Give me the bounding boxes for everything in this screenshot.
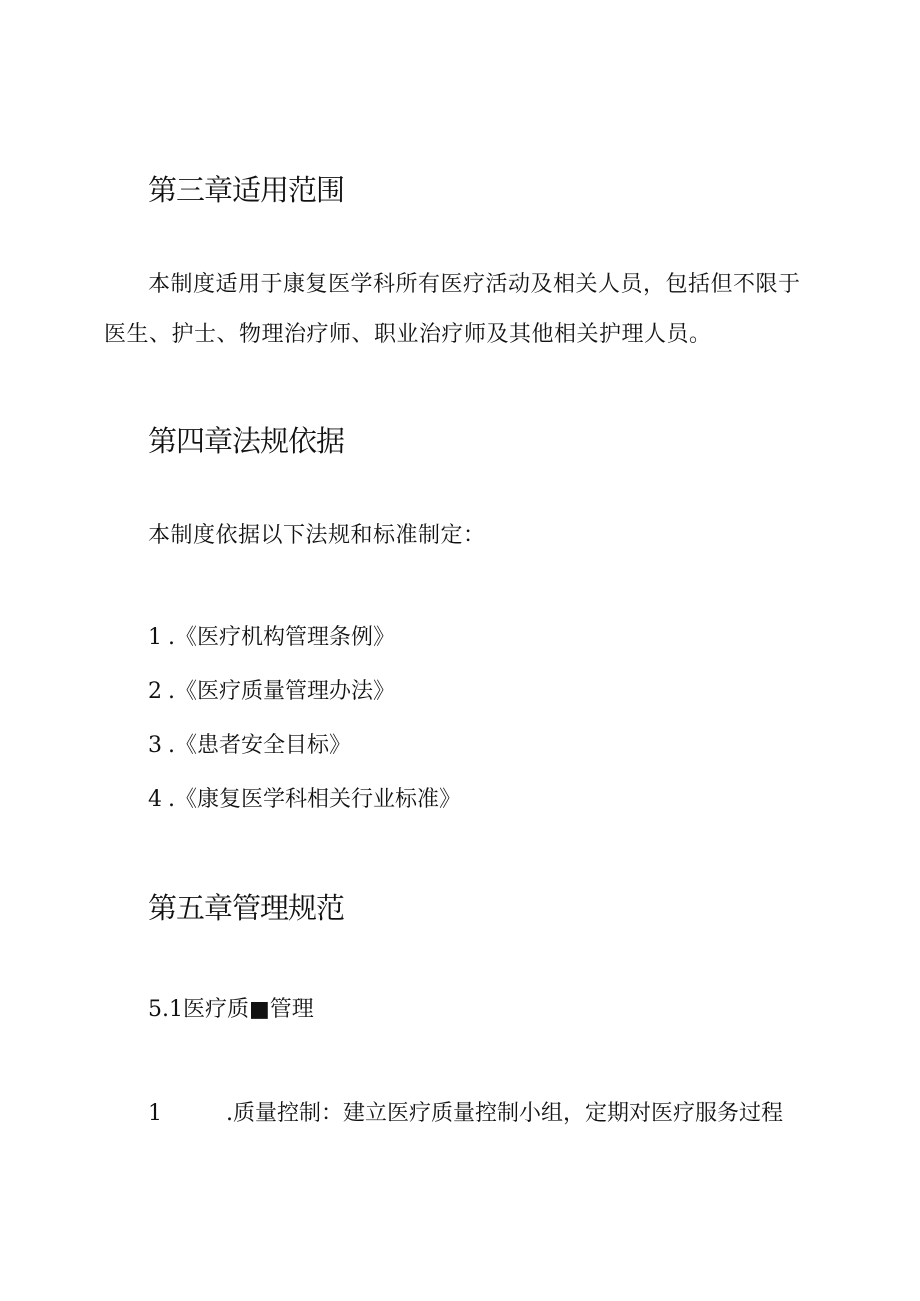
chapter-4-title: 第四章法规依据 [148, 424, 345, 458]
list-item-text: .质量控制：建立医疗质量控制小组，定期对医疗服务过程 [226, 1101, 783, 1126]
chapter-3-paragraph-line-2: 医生、护士、物理治疗师、职业治疗师及其他相关护理人员。 [104, 322, 712, 347]
chapter-3-paragraph-line-1: 本制度适用于康复医学科所有医疗活动及相关人员，包括但不限于 [148, 272, 801, 297]
list-item [148, 728, 351, 759]
list-item [148, 782, 461, 813]
list-item-text: .《康复医学科相关行业标准》 [168, 787, 461, 812]
list-item-number: 2 [148, 679, 162, 704]
list-item-text: .《患者安全目标》 [168, 733, 351, 758]
list-item [148, 620, 395, 651]
section-5-1-heading: 5.1医疗质■管理 [148, 997, 314, 1022]
list-item-number: 4 [148, 787, 162, 812]
list-item [148, 674, 395, 705]
list-item-text: .《医疗质量管理办法》 [168, 679, 395, 704]
chapter-4-intro: 本制度依据以下法规和标准制定： [148, 523, 486, 548]
list-item-number: 1 [148, 1101, 162, 1126]
list-item-number: 1 [148, 625, 162, 650]
list-item-number: 3 [148, 733, 162, 758]
list-item-text: .《医疗机构管理条例》 [168, 625, 395, 650]
list-item [148, 1096, 783, 1127]
chapter-5-title: 第五章管理规范 [148, 891, 345, 925]
chapter-3-title: 第三章适用范围 [148, 173, 345, 207]
